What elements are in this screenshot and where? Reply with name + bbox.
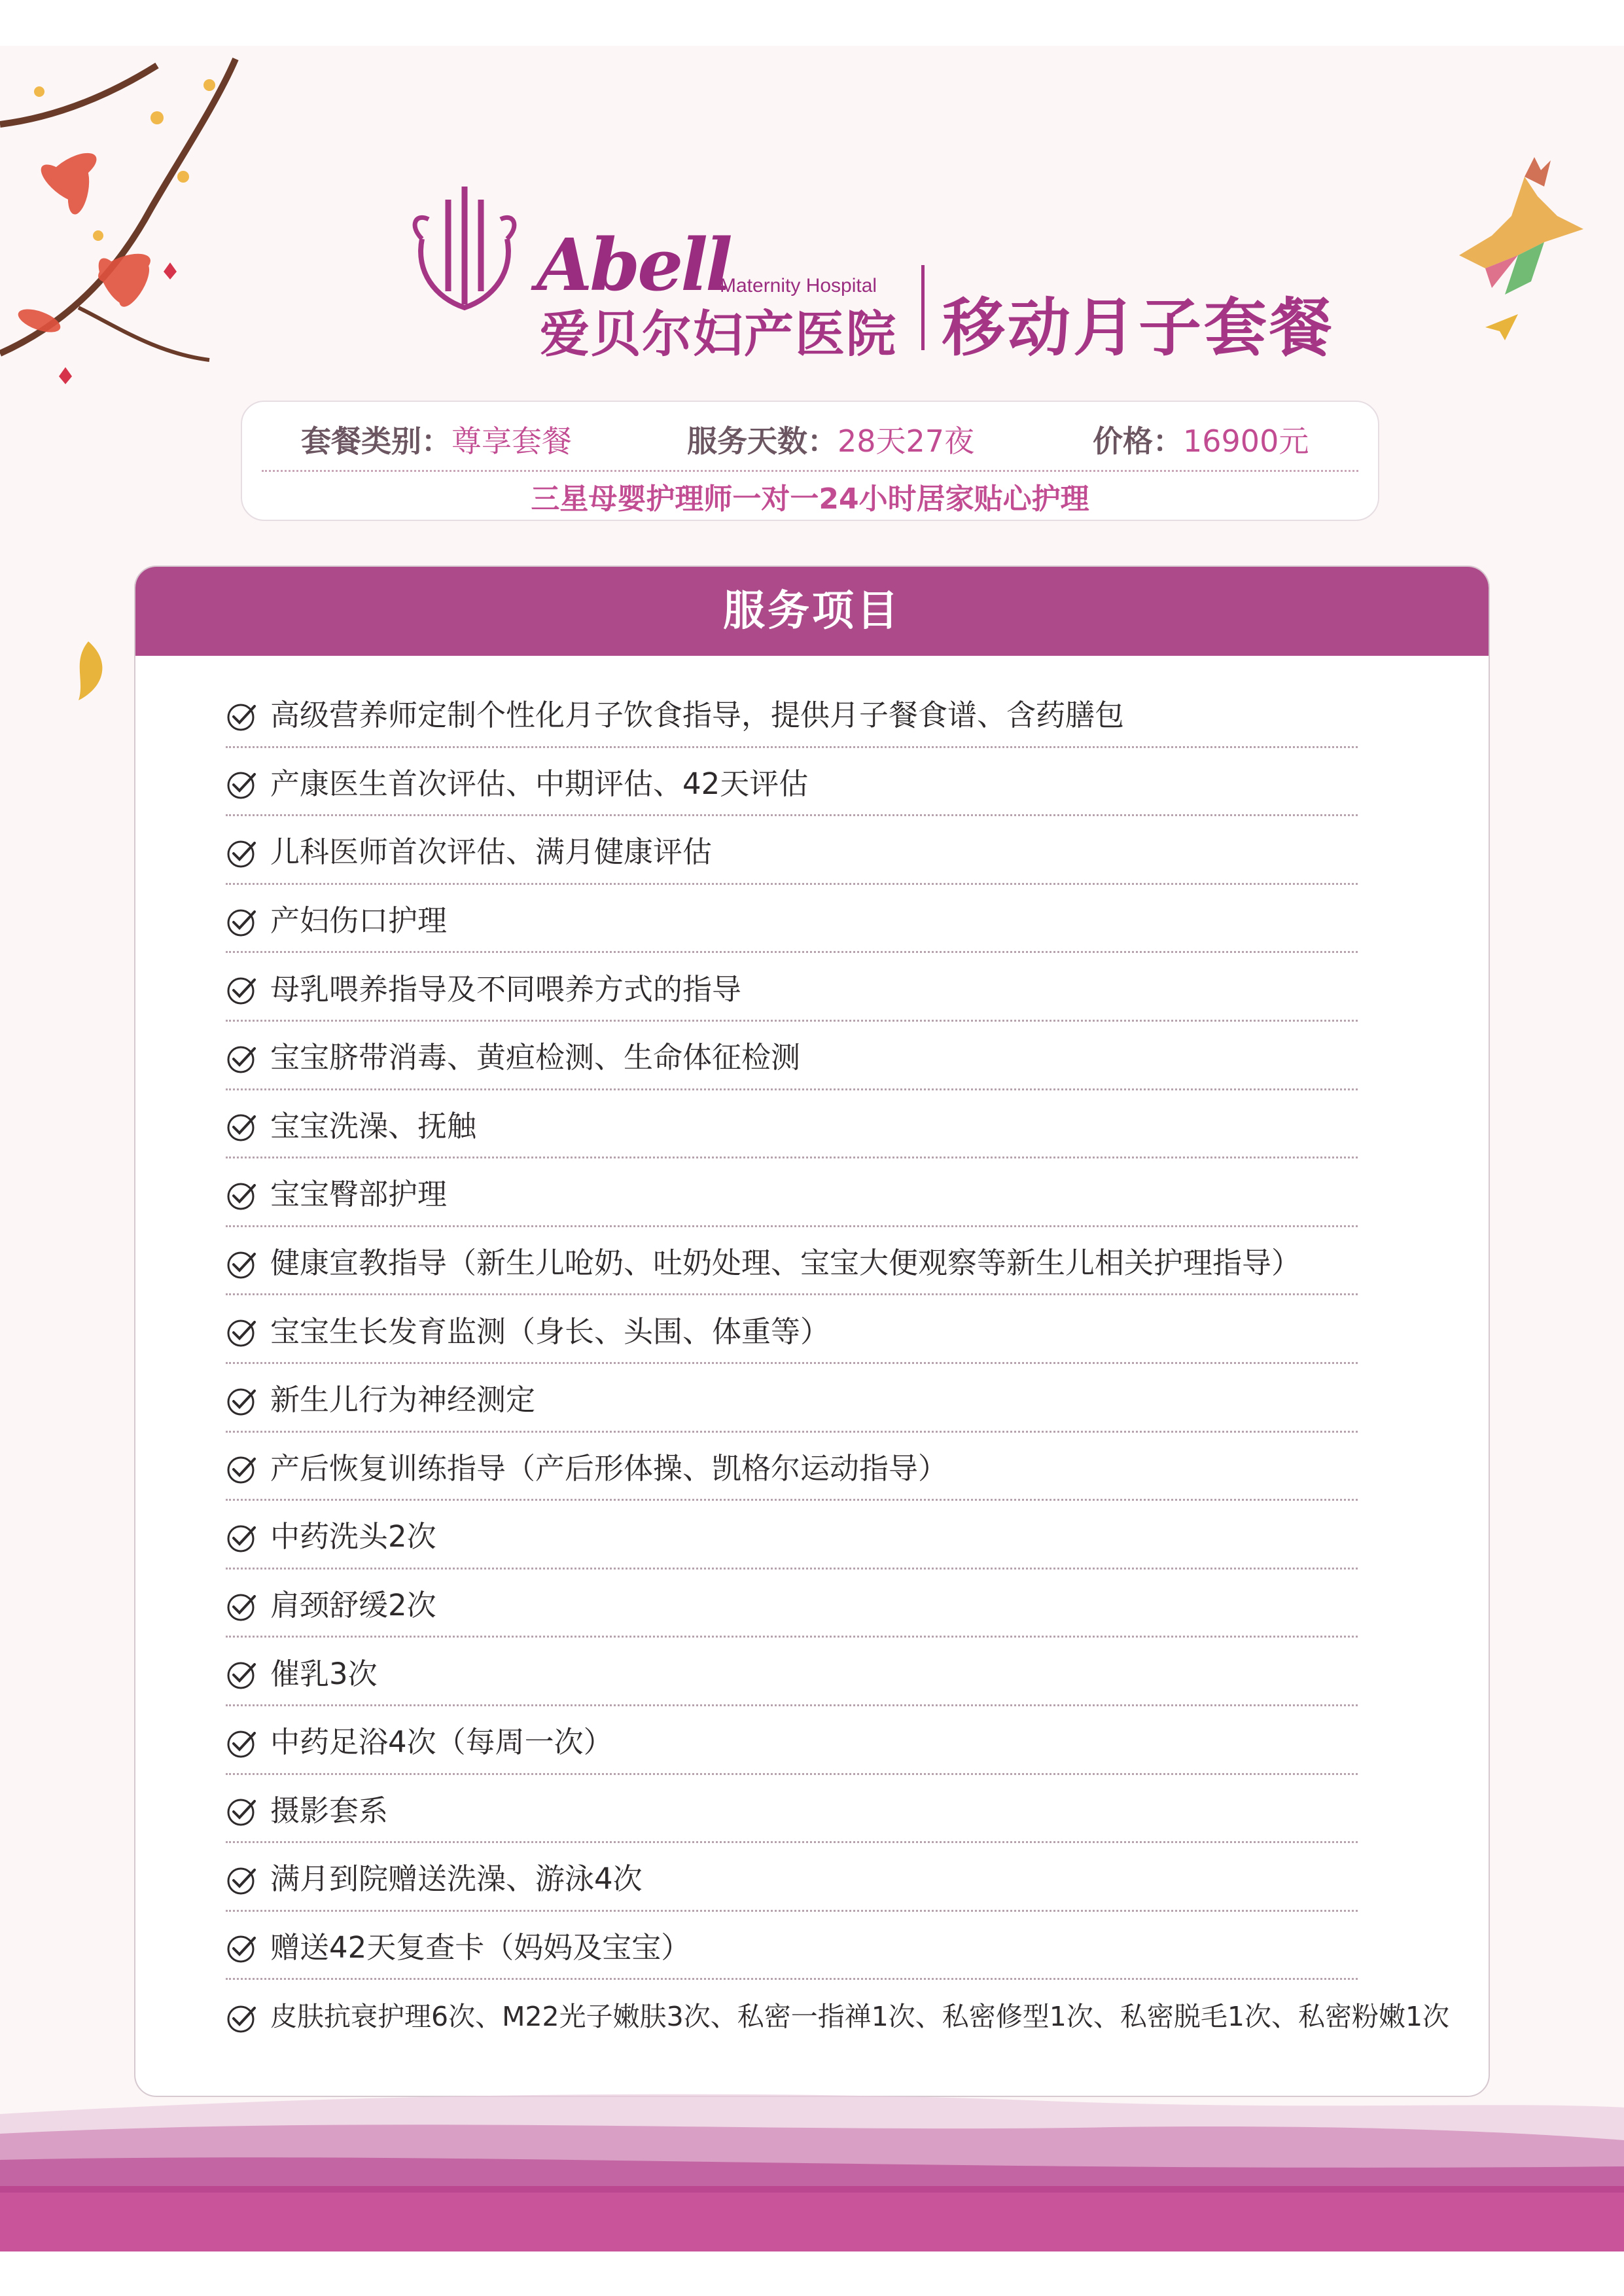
service-item bbox=[226, 1706, 1358, 1775]
leaf-icon bbox=[65, 641, 111, 700]
service-item-text: 宝宝臀部护理 bbox=[270, 1177, 448, 1212]
check-circle-icon bbox=[226, 1658, 258, 1691]
check-circle-icon bbox=[226, 1247, 258, 1280]
check-circle-icon bbox=[226, 1042, 258, 1075]
service-item-text: 儿科医师首次评估、满月健康评估 bbox=[270, 834, 713, 870]
service-item bbox=[226, 1090, 1358, 1159]
deer-icon bbox=[1446, 157, 1597, 308]
check-circle-icon bbox=[226, 836, 258, 869]
service-item bbox=[226, 816, 1358, 885]
service-item bbox=[226, 1638, 1358, 1706]
service-item-text: 皮肤抗衰护理6次、M22光子嫩肤3次、私密一指禅1次、私密修型1次、私密脱毛1次、私密粉嫩1次 bbox=[270, 2001, 1450, 2033]
price bbox=[1093, 416, 1309, 462]
service-item bbox=[226, 1912, 1358, 1981]
footer-waves bbox=[0, 2088, 1624, 2251]
brand-script: Abell bbox=[537, 223, 730, 307]
abell-logo-icon bbox=[409, 180, 520, 317]
service-item bbox=[226, 1433, 1358, 1501]
service-item bbox=[226, 1364, 1358, 1433]
hospital-name: 爱贝尔妇产医院 bbox=[540, 305, 897, 363]
service-item bbox=[226, 1227, 1358, 1296]
check-circle-icon bbox=[226, 1521, 258, 1554]
service-item bbox=[226, 1295, 1358, 1364]
paper-plane-icon bbox=[1485, 314, 1518, 340]
service-item bbox=[226, 1775, 1358, 1844]
info-divider bbox=[262, 470, 1358, 472]
check-circle-icon bbox=[226, 1179, 258, 1211]
header-divider bbox=[921, 265, 925, 350]
service-days-label: 服务天数： bbox=[687, 423, 838, 459]
service-item bbox=[226, 1843, 1358, 1912]
check-circle-icon bbox=[226, 973, 258, 1006]
service-item bbox=[226, 1980, 1450, 2049]
check-circle-icon bbox=[226, 1452, 258, 1485]
service-item bbox=[226, 1022, 1358, 1090]
service-days bbox=[687, 416, 974, 462]
service-item-text: 高级营养师定制个性化月子饮食指导，提供月子餐食谱、含药膳包 bbox=[270, 698, 1125, 733]
service-item bbox=[226, 1570, 1358, 1638]
service-item-text: 产康医生首次评估、中期评估、42天评估 bbox=[270, 766, 809, 801]
check-circle-icon bbox=[226, 1795, 258, 1827]
package-tagline: 三星母婴护理师一对一24小时居家贴心护理 bbox=[531, 482, 1089, 516]
service-item-text: 宝宝生长发育监测（身长、头围、体重等） bbox=[270, 1314, 830, 1349]
service-item bbox=[226, 679, 1358, 748]
service-item-text: 肩颈舒缓2次 bbox=[270, 1588, 436, 1623]
check-circle-icon bbox=[226, 905, 258, 938]
check-circle-icon bbox=[226, 1316, 258, 1348]
service-item-text: 中药洗头2次 bbox=[270, 1519, 436, 1554]
page bbox=[0, 46, 1624, 2251]
service-item-text: 催乳3次 bbox=[270, 1656, 378, 1691]
services-heading: 服务项目 bbox=[135, 567, 1489, 656]
price-value: 16900元 bbox=[1183, 423, 1309, 459]
check-circle-icon bbox=[226, 700, 258, 732]
service-item-text: 宝宝洗澡、抚触 bbox=[270, 1108, 477, 1143]
service-item-text: 赠送42天复查卡（妈妈及宝宝） bbox=[270, 1929, 691, 1965]
price-label: 价格： bbox=[1093, 423, 1183, 459]
package-type bbox=[301, 416, 572, 462]
brand-subtitle: Maternity Hospital bbox=[720, 275, 877, 296]
service-item bbox=[226, 748, 1358, 817]
check-circle-icon bbox=[226, 1384, 258, 1417]
check-circle-icon bbox=[226, 2001, 258, 2034]
service-item-text: 健康宣教指导（新生儿呛奶、吐奶处理、宝宝大便观察等新生儿相关护理指导） bbox=[270, 1246, 1301, 1281]
service-item-text: 新生儿行为神经测定 bbox=[270, 1382, 536, 1418]
service-item-text: 产妇伤口护理 bbox=[270, 903, 448, 939]
package-type-value: 尊享套餐 bbox=[451, 423, 572, 459]
service-item-text: 母乳喂养指导及不同喂养方式的指导 bbox=[270, 971, 742, 1007]
check-circle-icon bbox=[226, 1727, 258, 1759]
service-item-text: 宝宝脐带消毒、黄疸检测、生命体征检测 bbox=[270, 1040, 801, 1075]
package-type-label: 套餐类别： bbox=[301, 423, 451, 459]
check-circle-icon bbox=[226, 1590, 258, 1623]
service-item-text: 中药足浴4次（每周一次） bbox=[270, 1725, 613, 1760]
service-item-text: 产后恢复训练指导（产后形体操、凯格尔运动指导） bbox=[270, 1450, 948, 1486]
services-card bbox=[134, 565, 1490, 2097]
service-item bbox=[226, 885, 1358, 954]
check-circle-icon bbox=[226, 1863, 258, 1896]
service-item-text: 摄影套系 bbox=[270, 1793, 389, 1828]
check-circle-icon bbox=[226, 1110, 258, 1143]
service-item bbox=[226, 953, 1358, 1022]
check-circle-icon bbox=[226, 1931, 258, 1964]
check-circle-icon bbox=[226, 768, 258, 800]
package-info-box bbox=[241, 401, 1379, 521]
services-list bbox=[226, 679, 1450, 2049]
flower-branch-icon bbox=[0, 46, 275, 412]
page-title: 移动月子套餐 bbox=[942, 291, 1335, 365]
service-item-text: 满月到院赠送洗澡、游泳4次 bbox=[270, 1861, 643, 1897]
service-item bbox=[226, 1501, 1358, 1570]
service-item bbox=[226, 1158, 1358, 1227]
service-days-value: 28天27夜 bbox=[838, 423, 975, 459]
